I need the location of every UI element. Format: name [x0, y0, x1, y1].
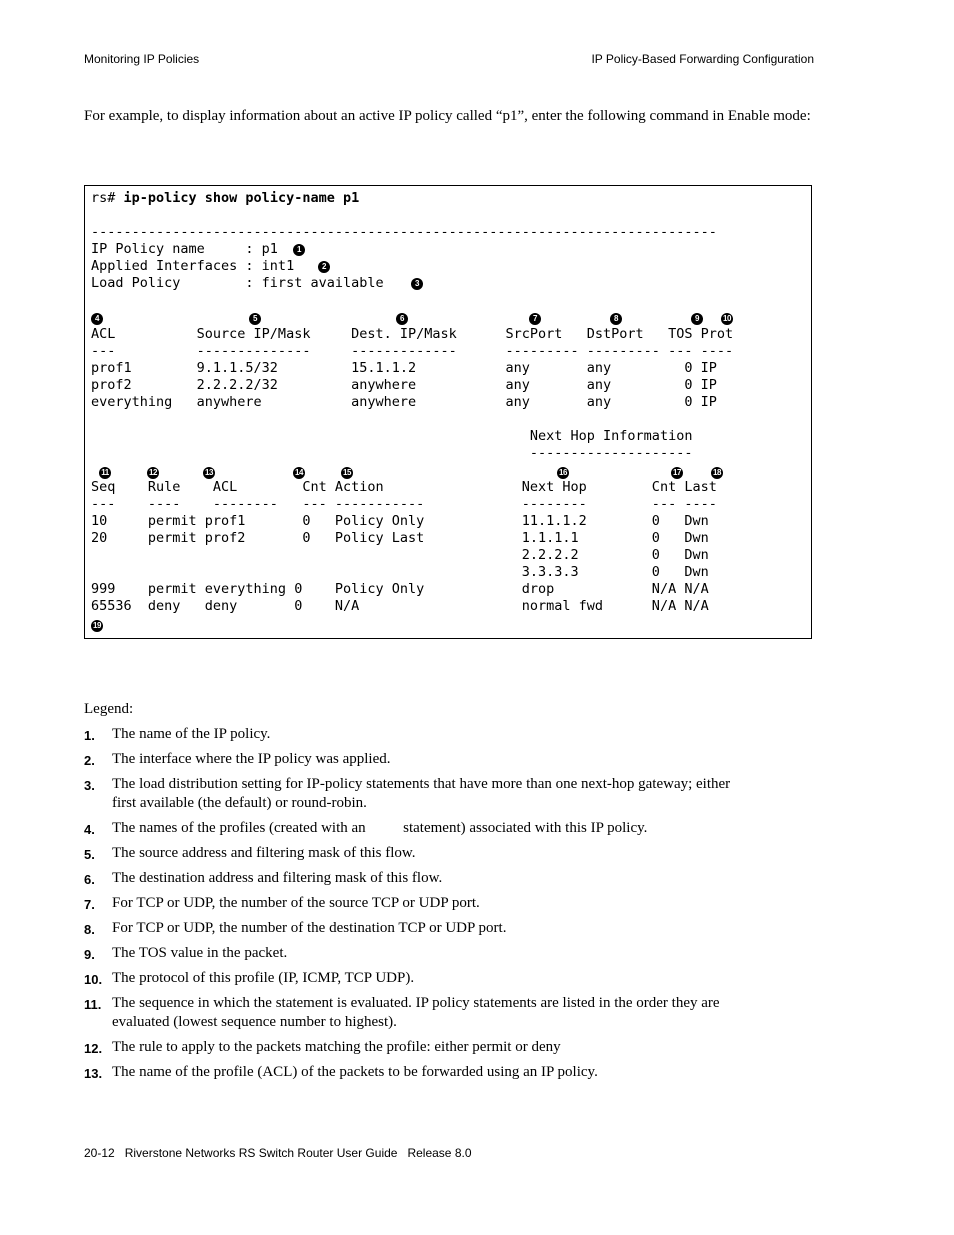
legend-item — [84, 750, 734, 769]
legend-number: 9. — [84, 947, 95, 962]
legend-item — [84, 994, 734, 1032]
command-output-box — [84, 185, 812, 639]
callout-marker: 16 — [557, 467, 569, 479]
command-text: ip-policy show policy-name p1 — [123, 190, 360, 206]
legend-item — [84, 894, 734, 913]
legend-number: 11. — [84, 997, 102, 1012]
callout-marker: 17 — [671, 467, 683, 479]
legend-number: 3. — [84, 778, 95, 793]
page-footer: 20-12 Riverstone Networks RS Switch Router User Guide Release 8.0 — [84, 1146, 472, 1160]
legend-item — [84, 844, 734, 863]
callout-marker: 14 — [293, 467, 305, 479]
legend-number: 2. — [84, 753, 95, 768]
legend-item — [84, 919, 734, 938]
legend-item — [84, 944, 734, 963]
callout-marker: 13 — [203, 467, 215, 479]
callout-marker: 8 — [610, 313, 622, 325]
callout-marker: 15 — [341, 467, 353, 479]
callout-marker: 18 — [711, 467, 723, 479]
legend-text: For TCP or UDP, the number of the destination TCP or UDP port. — [112, 920, 507, 936]
legend-title: Legend: — [84, 701, 134, 717]
callout-marker: 3 — [411, 278, 423, 290]
callout-marker: 10 — [721, 313, 733, 325]
legend-text: The source address and filtering mask of this flow. — [112, 845, 416, 861]
callout-marker: 11 — [99, 467, 111, 479]
legend-list — [84, 725, 734, 1088]
legend-text: The interface where the IP policy was applied. — [112, 751, 391, 767]
legend-text: The names of the profiles (created with an statement) associated with this IP policy. — [112, 820, 648, 836]
callout-marker: 12 — [147, 467, 159, 479]
command-line — [91, 190, 359, 207]
legend-text: For TCP or UDP, the number of the source TCP or UDP port. — [112, 895, 480, 911]
legend-text: The TOS value in the packet. — [112, 945, 288, 961]
legend-item — [84, 1038, 734, 1057]
legend-number: 12. — [84, 1041, 103, 1056]
legend-number: 10. — [84, 972, 103, 987]
legend-item — [84, 969, 734, 988]
intro-paragraph: For example, to display information about an active IP policy called “p1”, enter the following command in Enable mode: — [84, 108, 811, 124]
legend-number: 8. — [84, 922, 95, 937]
callout-marker: 7 — [529, 313, 541, 325]
legend-number: 7. — [84, 897, 95, 912]
callout-marker: 5 — [249, 313, 261, 325]
legend-number: 5. — [84, 847, 95, 862]
running-header-section: Monitoring IP Policies — [84, 52, 200, 66]
legend-text: The name of the profile (ACL) of the packets to be forwarded using an IP policy. — [112, 1064, 598, 1080]
callout-marker: 19 — [91, 620, 103, 632]
legend-number: 13. — [84, 1066, 103, 1081]
legend-text: The name of the IP policy. — [112, 726, 271, 742]
legend-number: 4. — [84, 822, 95, 837]
callout-marker: 6 — [396, 313, 408, 325]
command-prompt: rs# — [91, 190, 124, 206]
legend-item — [84, 819, 734, 838]
legend-text: The protocol of this profile (IP, ICMP, TCP UDP). — [112, 970, 415, 986]
callout-marker: 1 — [293, 244, 305, 256]
running-header-chapter: IP Policy-Based Forwarding Configuration — [591, 52, 814, 66]
legend-number: 1. — [84, 728, 95, 743]
legend-item — [84, 1063, 734, 1082]
legend-text: The load distribution setting for IP-policy statements that have more than one next-hop gateway; either first available (the default) or round-robin. — [112, 776, 731, 811]
command-output: ----------------------------------------------------------------------------- IP Policy name : p1 Applied Interfaces : int1 Load Policy : first available ACL Source IP/Mask Dest. IP/Mask SrcPort DstPort TOS Prot --- -------------- ------------- --------- --------- --- ---- prof1 9.1.1.5/32 15.1.1.2 any any 0 IP prof2 2.2.2.2/32 anywhere any any 0 IP everything anywhere anywhere any any 0 IP Next Hop Information -------------------- Seq Rule ACL Cnt Action Next Hop Cnt Last --- ---- -------- --- ----------- -------- --- ---- 10 permit prof1 0 Policy Only 11.1.1.2 0 Dwn 20 permit prof2 0 Policy Last 1.1.1.1 0 Dwn 2.2.2.2 0 Dwn 3.3.3.3 0 Dwn 999 permit everything 0 Policy Only drop N/A N/A 65536 deny deny 0 N/A normal fwd N/A N/A — [91, 224, 734, 614]
callout-marker: 9 — [691, 313, 703, 325]
legend-text: The destination address and filtering mask of this flow. — [112, 870, 443, 886]
callout-marker: 2 — [318, 261, 330, 273]
legend-text: The sequence in which the statement is evaluated. IP policy statements are listed in the order they are evaluated (lowest sequence number to highest). — [112, 995, 720, 1030]
legend-item — [84, 775, 734, 813]
legend-item — [84, 725, 734, 744]
legend-number: 6. — [84, 872, 95, 887]
legend-item — [84, 869, 734, 888]
callout-marker: 4 — [91, 313, 103, 325]
legend-text: The rule to apply to the packets matching the profile: either permit or deny — [112, 1039, 561, 1055]
